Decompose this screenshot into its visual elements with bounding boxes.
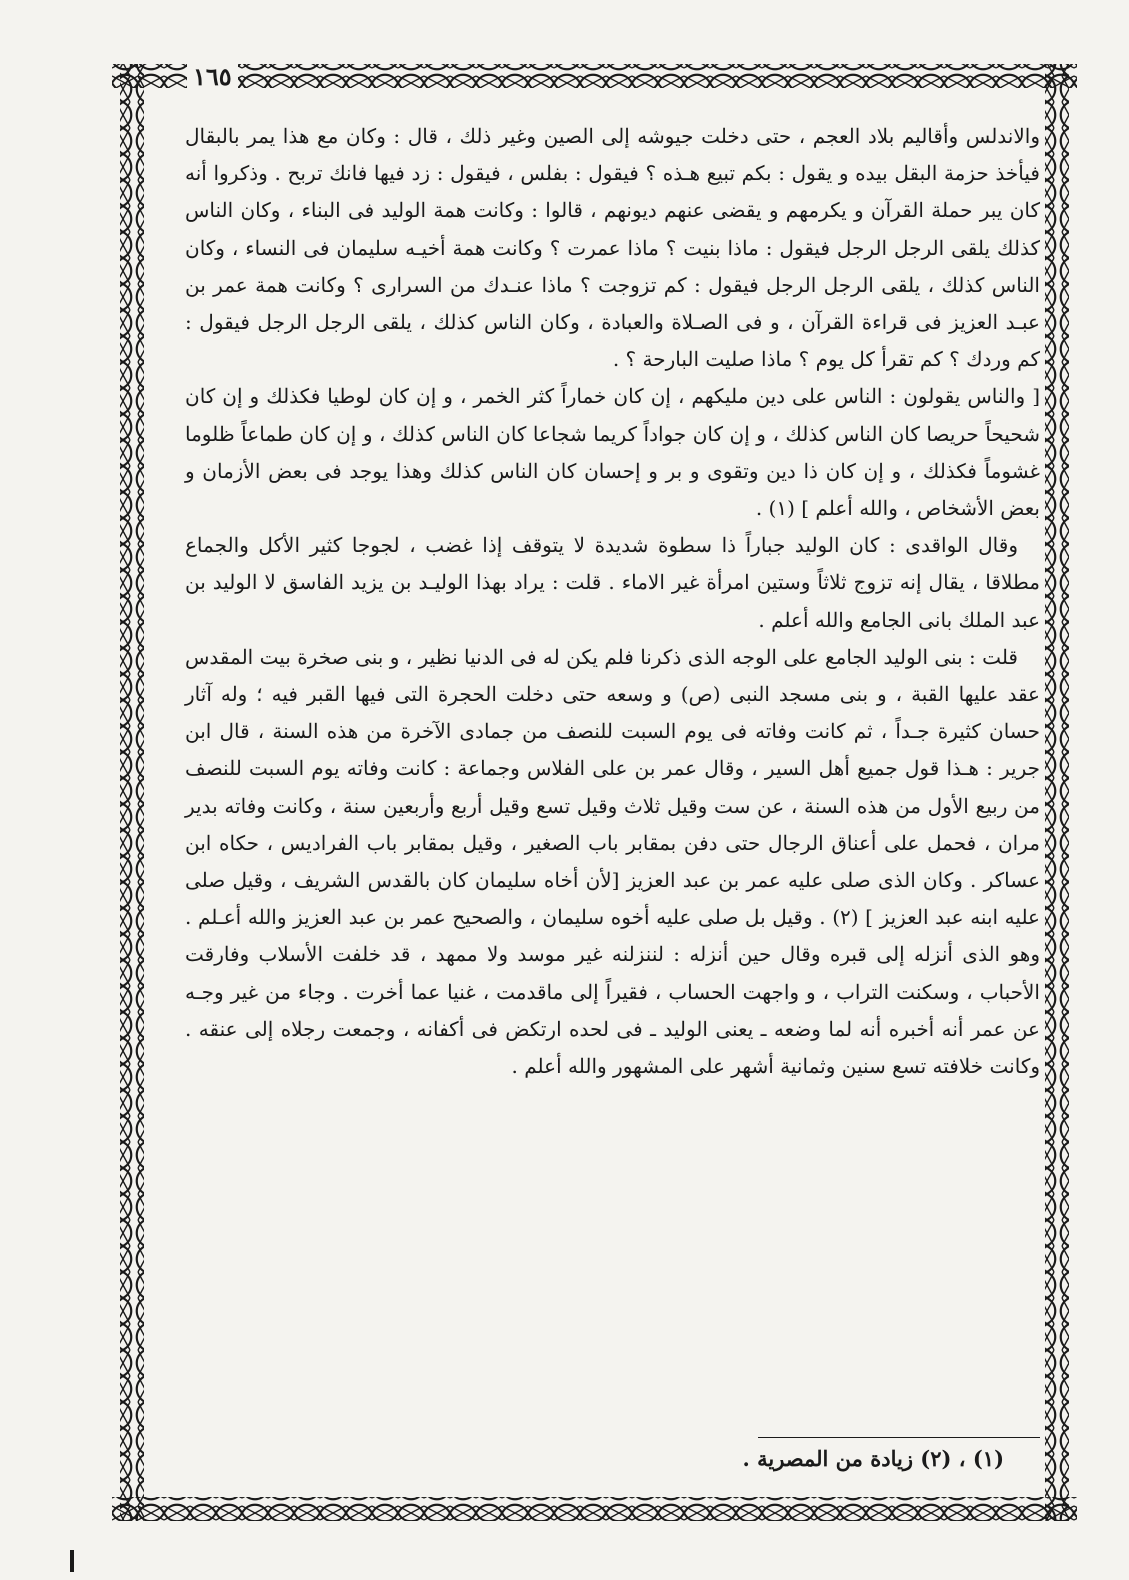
main-text: [185, 118, 1040, 1085]
footnote: (١) ، (٢) زيادة من المصرية .: [742, 1446, 1004, 1471]
paragraph: والاندلس وأقاليم بلاد العجم ، حتى دخلت جيوشه إلى الصين وغير ذلك ، قال : وكان مع هذا يمر بالبقال فيأخذ حزمة البقل بيده و يقول : بكم تبيع هـذه ؟ فيقول : بفلس ، فيقول : زد فيها فانك تربح . وذكروا أنه كان يبر حملة القرآن و يكرمهم و يقضى عنهم ديونهم ، قالوا : وكانت همة الوليد فى البناء ، وكان الناس كذلك يلقى الرجل الرجل فيقول : ماذا بنيت ؟ ماذا عمرت ؟ وكانت همة أخيـه سليمان فى النساء ، وكان الناس كذلك ، يلقى الرجل الرجل فيقول : كم تزوجت ؟ ماذا عنـدك من السرارى ؟ وكانت همة عمر بن عبـد العزيز فى قراءة القرآن ، و فى الصـلاة والعبادة ، وكان الناس كذلك ، يلقى الرجل الرجل فيقول : كم وردك ؟ كم تقرأ كل يوم ؟ ماذا صليت البارحة ؟ .: [185, 124, 1040, 372]
footnote-divider: [758, 1437, 1040, 1438]
paragraph: وقال الواقدى : كان الوليد جباراً ذا سطوة شديدة لا يتوقف إذا غضب ، لجوجا كثير الأكل والجماع مطلاقا ، يقال إنه تزوج ثلاثاً وستين امرأة غير الاماء . قلت : يراد بهذا الوليـد بن يزيد الفاسق لا الوليد بن عبد الملك بانى الجامع والله أعلم .: [185, 533, 1040, 632]
paragraph: [ والناس يقولون : الناس على دين مليكهم ، إن كان خماراً كثر الخمر ، و إن كان لوطيا فكذلك و إن كان شحيحاً حريصا كان الناس كذلك ، و إن كان جواداً كريما شجاعا كان الناس كذلك ، و إن كان طماعاً ظلوما غشوماً فكذلك ، و إن كان ذا دين وتقوى و بر و إحسان كان الناس كذلك وهذا يوجد فى بعض الأزمان و بعض الأشخاص ، والله أعلم ] (١) .: [185, 384, 1040, 521]
scan-mark: [70, 1550, 74, 1572]
page-number: ١٦٥: [187, 62, 238, 91]
paragraph: قلت : بنى الوليد الجامع على الوجه الذى ذكرنا فلم يكن له فى الدنيا نظير ، و بنى صخرة بيت المقدس عقد عليها القبة ، و بنى مسجد النبى (ص) و وسعه حتى دخلت الحجرة التى فيها القبر فيه ؛ وله آثار حسان كثيرة جـداً ، ثم كانت وفاته فى يوم السبت للنصف من جمادى الآخرة من هذه السنة ، قال ابن جرير : هـذا قول جميع أهل السير ، وقال عمر بن على الفلاس وجماعة : كانت وفاته يوم السبت للنصف من ربيع الأول من هذه السنة ، عن ست وقيل ثلاث وقيل تسع وقيل أربع وأربعين سنة ، وكانت وفاته بدير مران ، فحمل على أعناق الرجال حتى دفن بمقابر باب الصغير ، وقيل بمقابر باب الفراديس ، حكاه ابن عساكر . وكان الذى صلى عليه عمر بن عبد العزيز [لأن أخاه سليمان كان بالقدس الشريف ، وقيل صلى عليه ابنه عبد العزيز ] (٢) . وقيل بل صلى عليه أخوه سليمان ، والصحيح عمر بن عبد العزيز والله أعـلم . وهو الذى أنزله إلى قبره وقال حين أنزله : لننزلنه غير موسد ولا ممهد ، قد خلفت الأسلاب وفارقت الأحباب ، وسكنت التراب ، و واجهت الحساب ، فقيراً إلى ماقدمت ، غنيا عما أخرت . وجاء من غير وجـه عن عمر أنه أخبره أنه لما وضعه ـ يعنى الوليد ـ فى لحده ارتكض فى أكفانه ، وجمعت رجلاه إلى عنقه . وكانت خلافته تسع سنين وثمانية أشهر على المشهور والله أعلم .: [185, 644, 1041, 1079]
